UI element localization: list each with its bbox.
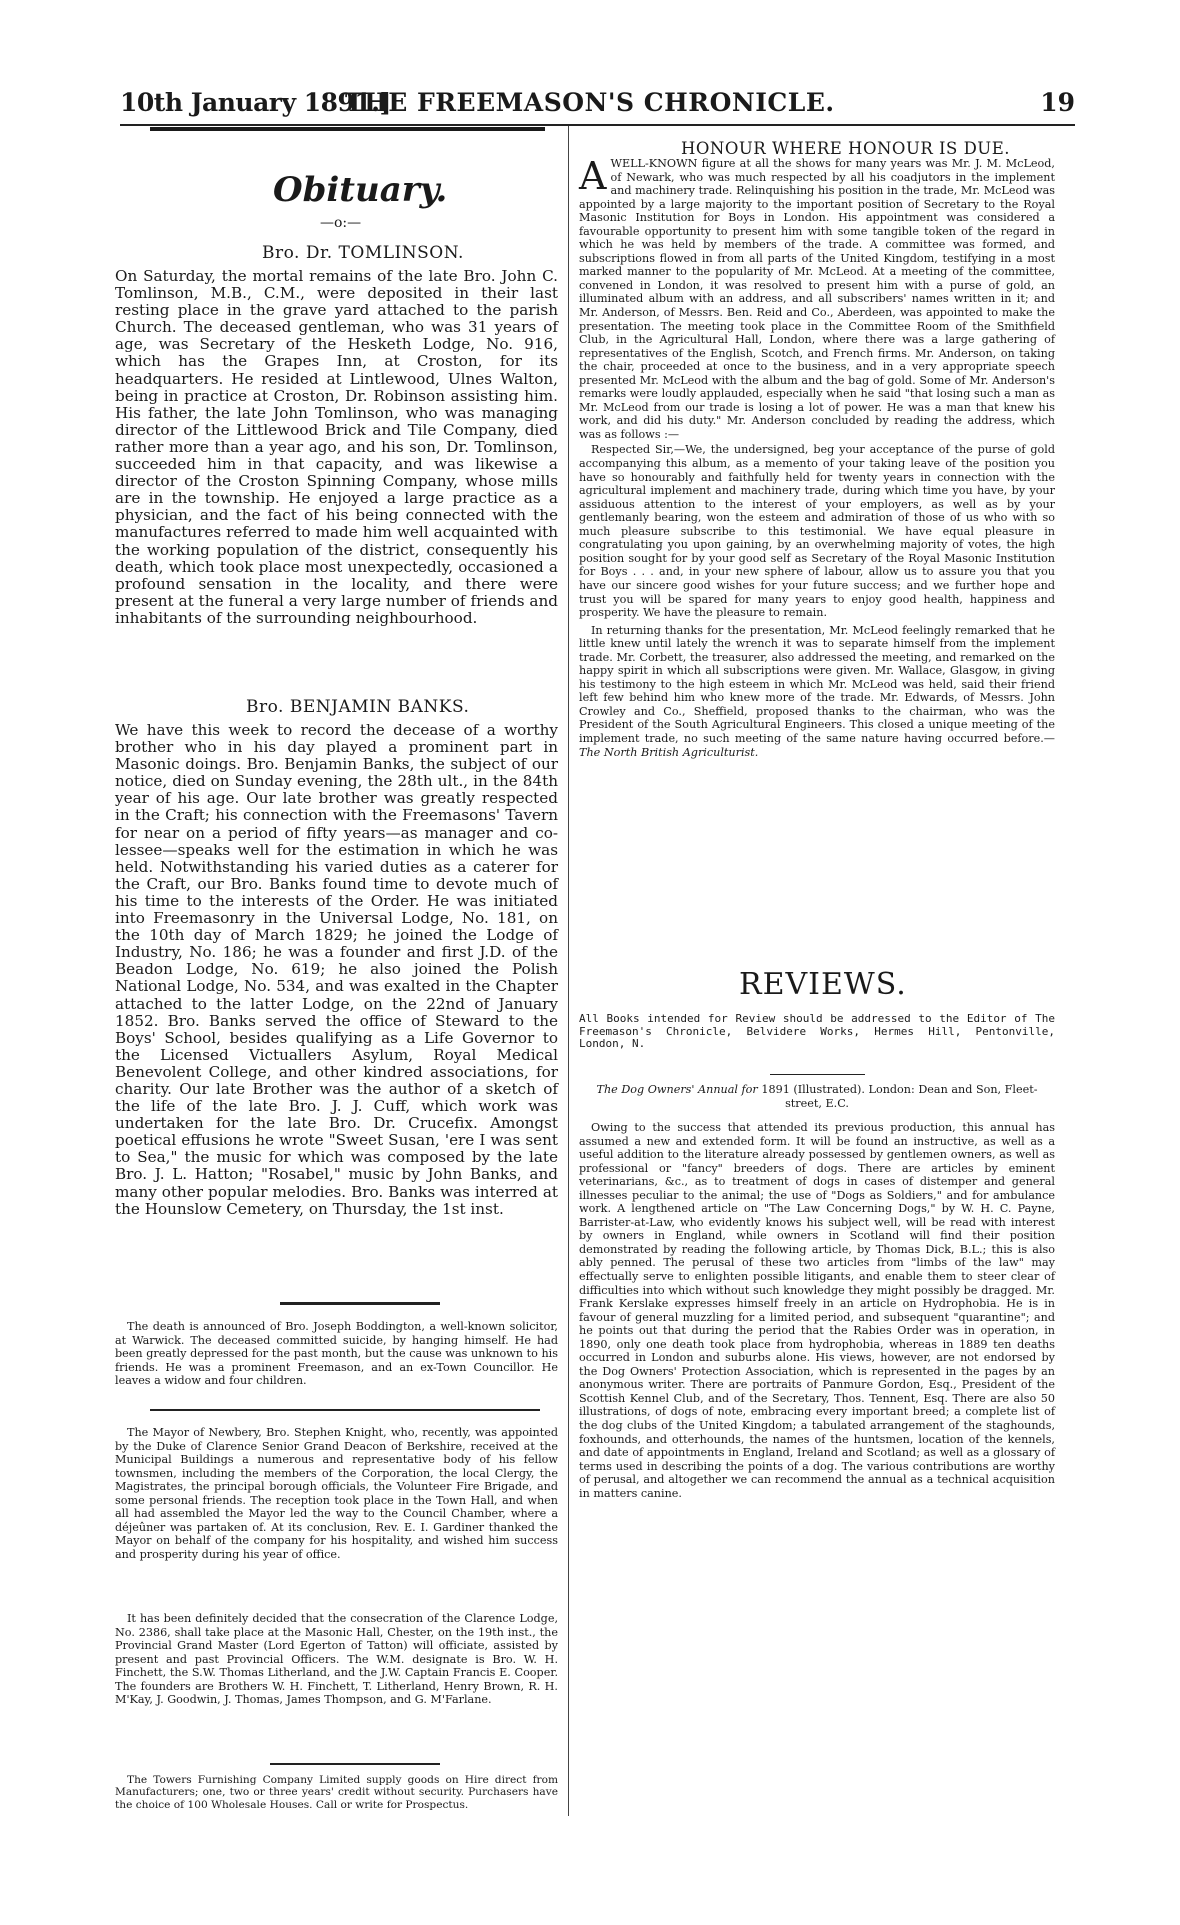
book-publisher: 1891 (Illustrated). London: Dean and Son, Fleet-street, E.C. bbox=[761, 1083, 1038, 1110]
clarence-note: It has been definitely decided that the consecration of the Clarence Lodge, No. 2386, shall take place at the Masonic Hall, Chester, on the 19th inst., the Provincial Grand Master (Lord Egerton of Tatton) will officiate, assisted by present and past Provincial Officers. The W.M. designate is Bro. W. H. Finchett, the S.W. Thomas Litherland, and the J.W. Captain Francis E. Cooper. The founders are Brothers W. H. Finchett, T. Litherland, Henry Brown, R. H. M'Kay, J. Goodwin, J. Thomas, James Thompson, and G. M'Farlane. bbox=[115, 1612, 558, 1707]
honour-title: HONOUR WHERE HONOUR IS DUE. bbox=[681, 139, 1011, 158]
honour-paragraph-3: In returning thanks for the presentation, Mr. McLeod feelingly remarked that he little knew until lately the wrench it was to separate himself from the implement trade. Mr. Corbett, the treasurer, also addressed the meeting, and remarked on the happy spirit in which all subscriptions were given. Mr. Wallace, Glasgow, in giving his testimony to the high esteem in which Mr. McLeod was held, said their friend left few behind him who knew more of the trade. Mr. Edwards, of Messrs. John Crowley and Co., Sheffield, proposed thanks to the chairman, who was the President of the South Agricultural Engineers. This closed a unique meeting of the implement trade, no such meeting of the same nature having occurred before.—The North British Agriculturist. bbox=[579, 623, 1055, 759]
page-header bbox=[120, 80, 1075, 124]
reviews-title: REVIEWS. bbox=[739, 967, 907, 1002]
notes-rule-2 bbox=[150, 1409, 540, 1411]
towers-advert: The Towers Furnishing Company Limited supply goods on Hire direct from Manufacturers; one, two or three years' credit without security. Purchasers have the choice of 100 Wholesale Houses. Call or write for Prospectus. bbox=[115, 1774, 558, 1811]
issue-date: 10th January 1891.] bbox=[120, 88, 391, 117]
obituary-separator: —o:— bbox=[320, 215, 362, 231]
obituary-top-rule bbox=[150, 127, 545, 131]
header-rule bbox=[120, 124, 1075, 126]
honour-paragraph-1: AWELL-KNOWN figure at all the shows for many years was Mr. J. M. McLeod, of Newark, who was much respected by all his coadjutors in the implement and machinery trade. Relinquishing his position in the trade, Mr. McLeod was appointed by a large majority to the important position of Secretary to the Royal Masonic Institution for Boys in London. His appointment was considered a favourable opportunity to present him with some tangible token of the regard in which he was held by members of the trade. A committee was formed, and subscriptions flowed in from all parts of the United Kingdom, testifying in a most marked manner to the popularity of Mr. McLeod. At a meeting of the committee, convened in London, it was resolved to present him with a purse of gold, an illuminated album with an address, and all subscribers' names written in it; and Mr. Anderson, of Messrs. Ben. Reid and Co., Aberdeen, was appointed to make the presentation. The meeting took place in the Committee Room of the Smithfield Club, in the Agricultural Hall, London, where there was a large gathering of representatives of the English, Scotch, and French firms. Mr. Anderson, on taking the chair, proceeded at once to the business, and in a very appropriate speech presented Mr. McLeod with the album and the bag of gold. Some of Mr. Anderson's remarks were loudly applauded, especially when he said "that losing such a man as Mr. McLeod from our trade is losing a lot of power. He was a man that knew his work, and did his duty." Mr. Anderson concluded by reading the address, which was as follows :— bbox=[579, 154, 1055, 441]
drop-cap: A bbox=[579, 154, 607, 198]
banks-title: Bro. BENJAMIN BANKS. bbox=[246, 697, 470, 717]
boddington-note: The death is announced of Bro. Joseph Boddington, a well-known solicitor, at Warwick. The deceased committed suicide, by hanging himself. He had been greatly depressed for the past month, but the cause was unknown to his friends. He was a prominent Freemason, and an ex-Town Councillor. He leaves a widow and four children. bbox=[115, 1320, 558, 1388]
honour-address: Respected Sir,—We, the undersigned, beg your acceptance of the purse of gold accompanying this album, as a memento of your taking leave of the position you have so honourably and faithfully held for twenty years in connection with the agricultural implement and machinery trade, during which time you have, by your assiduous attention to the interest of your employers, as well as by your gentlemanly bearing, won the esteem and admiration of those of us who with so much pleasure subscribe to this testimonial. We have equal pleasure in congratulating you upon gaining, by an overwhelming majority of votes, the high position sought for by your good self as Secretary of the Royal Masonic Institution for Boys . . . and, in your new sphere of labour, allow us to assure you that you have our sincere good wishes for your future success; and we further hope and trust you will be spared for many years to enjoy good health, happiness and prosperity. We have the pleasure to remain. bbox=[579, 443, 1055, 620]
honour-source: The North British Agriculturist. bbox=[579, 745, 759, 759]
page-number: 19 bbox=[1040, 88, 1075, 117]
tomlinson-text: On Saturday, the mortal remains of the late Bro. John C. Tomlinson, M.B., C.M., were deposited in their last resting place in the grave yard attached to the parish Church. The deceased gentleman, who was 31 years of age, was Secretary of the Hesketh Lodge, No. 916, which has the Grapes Inn, at Croston, for its headquarters. He resided at Lintlewood, Ulnes Walton, being in practice at Croston, Dr. Robinson assisting him. His father, the late John Tomlinson, who was managing director of the Littlewood Brick and Tile Company, died rather more than a year ago, and his son, Dr. Tomlinson, succeeded him in that capacity, and was likewise a director of the Croston Spinning Company, whose mills are in the township. He enjoyed a large practice as a physician, and the fact of his being connected with the manufactures referred to made him well acquainted with the working population of the district, consequently his death, which took place most unexpectedly, occasioned a profound sensation in the locality, and there were present at the funeral a very large number of friends and inhabitants of the surrounding neighbourhood. bbox=[115, 267, 558, 627]
publication-title: THE FREEMASON'S CHRONICLE. bbox=[345, 88, 835, 117]
knight-note: The Mayor of Newbery, Bro. Stephen Knight, who, recently, was appointed by the Duke of Clarence Senior Grand Deacon of Berkshire, received at the Municipal Buildings a numerous and representative body of his fellow townsmen, including the members of the Corporation, the local Clergy, the Magistrates, the principal borough officials, the Volunteer Fire Brigade, and some personal friends. The reception took place in the Town Hall, and when all had assembled the Mayor led the way to the Council Chamber, where a déjeûner was partaken of. At its conclusion, Rev. E. I. Gardiner thanked the Mayor on behalf of the company for his hospitality, and wished him success and prosperity during his year of office. bbox=[115, 1426, 558, 1561]
review-text: Owing to the success that attended its previous production, this annual has assumed a new and extended form. It will be found an instructive, as well as a useful addition to the literature already possessed by gentlemen owners, as well as professional or "fancy" breeders of dogs. There are articles by eminent veterinarians, &c., as to treatment of dogs in cases of distemper and general illnesses peculiar to the animal; the use of "Dogs as Soldiers," and for ambulance work. A lengthened article on "The Law Concerning Dogs," by W. H. C. Payne, Barrister-at-Law, who evidently knows his subject well, will be read with interest by owners in England, while owners in Scotland will find their position demonstrated by reading the following article, by Thomas Dick, B.L.; this is also ably penned. The perusal of these two articles from "limbs of the law" may effectually serve to enlighten possible litigants, and enable them to steer clear of difficulties into which without such knowledge they might possibly be dragged. Mr. Frank Kerslake expresses himself freely in an article on Hydrophobia. He is in favour of general muzzling for a limited period, and subsequent "quarantine"; and he points out that during the period that the Rabies Order was in operation, in 1890, only one death took place from hydrophobia, whereas in 1889 ten deaths occurred in London and suburbs alone. His views, however, are not endorsed by the Dog Owners' Protection Association, which is represented in the pages by an anonymous writer. There are portraits of Panmure Gordon, Esq., President of the Scottish Kennel Club, and of the Secretary, Thos. Tennent, Esq. There are also 50 illustrations, of dogs of note, embracing every important breed; a complete list of the dog clubs of the United Kingdom; a tabulated arrangement of the staghounds, foxhounds, and otterhounds, the names of the huntsmen, location of the kennels, and date of appointments in England, Ireland and Scotland; as well as a glossary of terms used in describing the points of a dog. The various contributions are worthy of perusal, and altogether we can recommend the annual as a technical acquisition in matters canine. bbox=[579, 1121, 1055, 1500]
column-divider bbox=[568, 126, 569, 1816]
honour-article bbox=[579, 154, 1055, 759]
obituary-heading: Obituary. bbox=[273, 170, 448, 210]
book-citation bbox=[579, 1083, 1055, 1110]
book-title: The Dog Owners' Annual for bbox=[596, 1083, 758, 1096]
reviews-rule bbox=[770, 1074, 865, 1075]
reviews-notice: All Books intended for Review should be addressed to the Editor of The Freemason's Chronicle, Belvidere Works, Hermes Hill, Pentonville, London, N. bbox=[579, 1012, 1055, 1050]
banks-text: We have this week to record the decease of a worthy brother who in his day played a prominent part in Masonic doings. Bro. Benjamin Banks, the subject of our notice, died on Sunday evening, the 28th ult., in the 84th year of his age. Our late brother was greatly respected in the Craft; his connection with the Freemasons' Tavern for near on a period of fifty years—as manager and co-lessee—speaks well for the estimation in which he was held. Notwithstanding his varied duties as a caterer for the Craft, our Bro. Banks found time to devote much of his time to the interests of the Order. He was initiated into Freemasonry in the Universal Lodge, No. 181, on the 10th day of March 1829; he joined the Lodge of Industry, No. 186; he was a founder and first J.D. of the Beadon Lodge, No. 619; he also joined the Polish National Lodge, No. 534, and was exalted in the Chapter attached to the latter Lodge, on the 22nd of January 1852. Bro. Banks served the office of Steward to the Boys' School, besides qualifying as a Life Governor to the Licensed Victuallers Asylum, Royal Medical Benevolent College, and other kindred associations, for charity. Our late Brother was the author of a sketch of the life of the late Bro. J. J. Cuff, which work was undertaken for the late Bro. Dr. Crucefix. Amongst poetical effusions he wrote "Sweet Susan, 'ere I was sent to Sea," the music for which was composed by the late Bro. J. L. Hatton; "Rosabel," music by John Banks, and many other popular melodies. Bro. Banks was interred at the Hounslow Cemetery, on Thursday, the 1st inst. bbox=[115, 721, 558, 1218]
notes-rule-3 bbox=[270, 1763, 440, 1765]
notes-rule-1 bbox=[280, 1302, 440, 1305]
tomlinson-title: Bro. Dr. TOMLINSON. bbox=[262, 243, 464, 263]
